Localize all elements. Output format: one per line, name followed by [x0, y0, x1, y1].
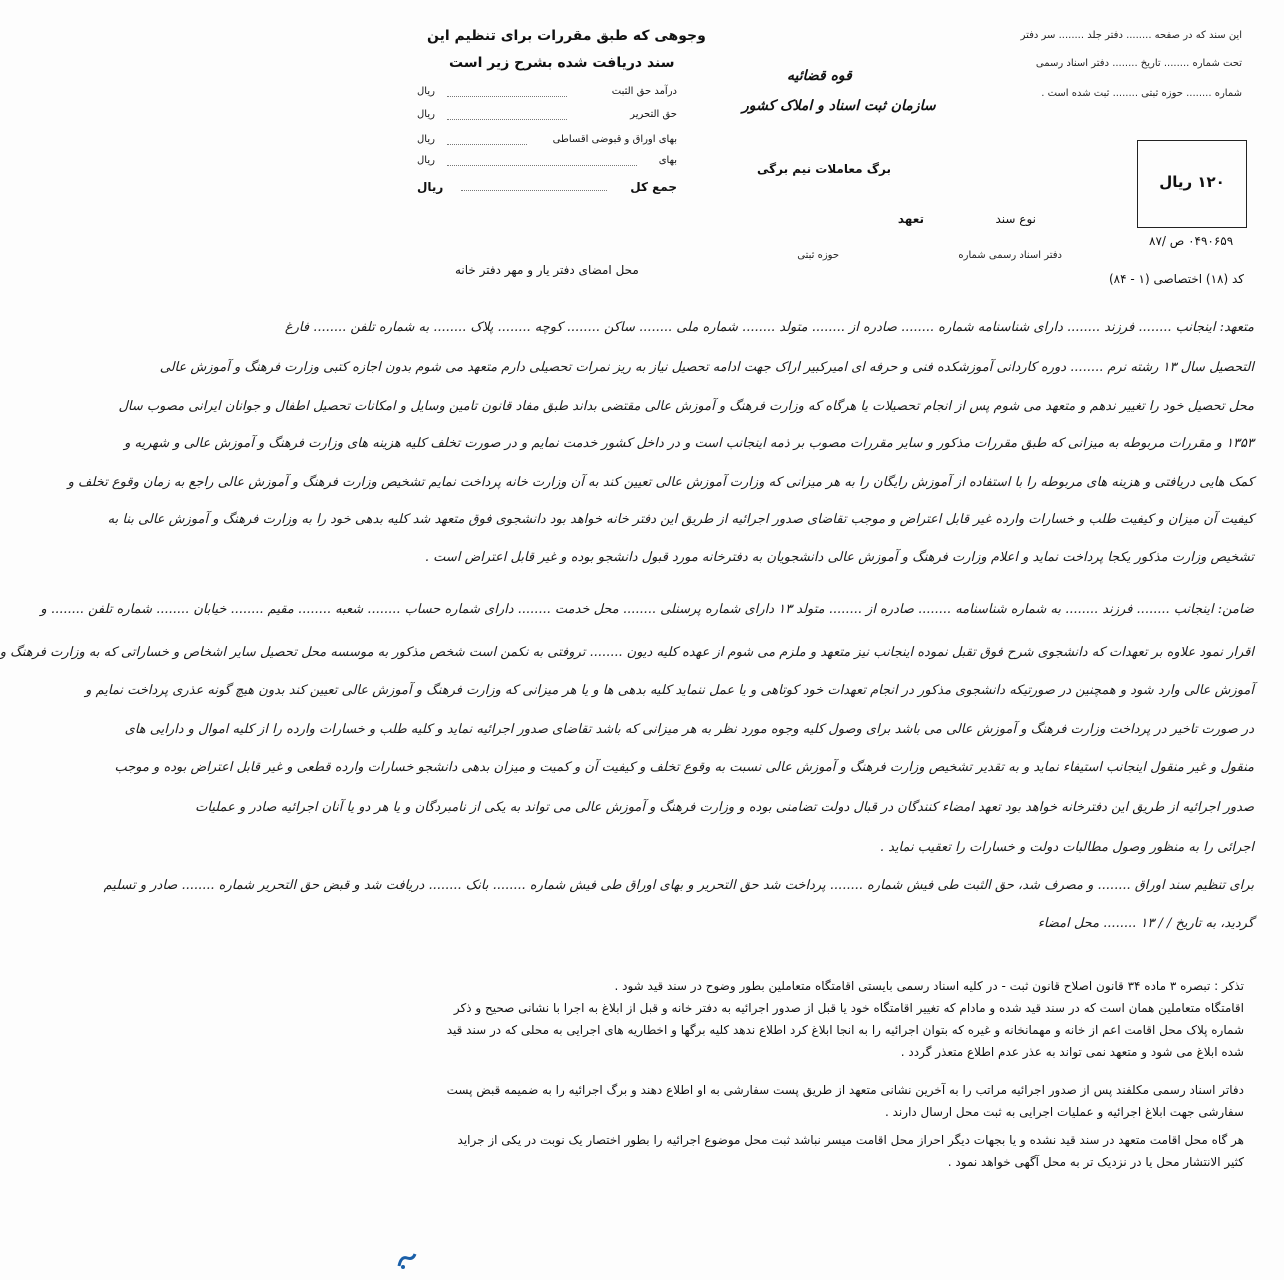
guarantor-line: صدور اجرائیه از طریق این دفترخانه خواهد بود تعهد امضاء کنندگان در قبال دولت تضامنی بوده و وزارت فرهنگ و آموزش عالی می تواند به یکی از نامبردگان و یا هر دو یا آنان اجرائیه صادر و عملیات — [195, 800, 1254, 815]
fee-row — [417, 134, 677, 154]
fees-title-line2: سند دریافت شده بشرح زیر است — [449, 55, 675, 71]
fee-currency: ریال — [417, 134, 435, 145]
organization-name: سازمان ثبت اسناد و املاک کشور — [742, 98, 936, 114]
registration-note-line2: تحت شماره ........ تاریخ ........ دفتر اسناد رسمی — [1035, 58, 1242, 69]
fees-title-line1: وجوهی که طبق مقررات برای تنظیم این — [427, 28, 706, 44]
stamp-price: ۱۲۰ ریال — [1159, 173, 1225, 191]
fee-total-row — [417, 180, 677, 200]
registration-note-line1: این سند که در صفحه ........ دفتر جلد ........ سر دفتر — [1020, 30, 1242, 41]
note-line: دفاتر اسناد رسمی مکلفند پس از صدور اجرائیه مراتب را به آخرین نشانی متعهد از طریق پست سفارشی به او اطلاع دهند و برگ اجرائیه را به ضمیمه قبض پست — [446, 1083, 1244, 1097]
guarantor-line: آموزش عالی وارد شود و همچنین در صورتیکه دانشجوی مذکور در انجام تعهدات خود کوتاهی و یا عمل ننماید کلیه بدهی ها و یا هر میزانی که وزارت فرهنگ و آموزش عالی تعیین کند بدون هیچ گونه عذری پرداخت نمایم و — [85, 683, 1254, 698]
fee-label: درآمد حق الثبت — [611, 86, 677, 97]
signature-place-label: محل امضای دفتر یار و مهر دفتر خانه — [455, 263, 639, 277]
obligor-line: کمک هایی دریافتی و هزینه های مربوطه را با استفاده از آموزش رایگان را به هر میزانی که وزارت آموزش عالی تعیین کند به آن وزارت خانه پرداخت نمایم تشخیص وزارت فرهنگ و آموزش عالی راجع به زمان وقوع تخلف و — [67, 475, 1254, 490]
guarantor-line: اجرائی را به منظور وصول مطالبات دولت و خسارات را تعقیب نماید . — [879, 840, 1254, 855]
fee-currency: ریال — [417, 86, 435, 97]
fee-currency: ریال — [417, 109, 435, 120]
fee-label: حق التحریر — [630, 109, 677, 120]
guarantor-line: در صورت تاخیر در پرداخت وزارت فرهنگ و آموزش عالی می باشد برای وصول کلیه وجوه مورد نظر به هر میزانی که باشد تقاضای صدور اجرائیه نماید و کلیه طلب و خسارات وارده را از کلیه اموال و دارایی های — [124, 722, 1254, 737]
obligor-line: محل تحصیل خود را تغییر ندهم و متعهد می شوم پس از انجام تحصیلات یا هرگاه که وزارت فرهنگ و آموزش عالی مقتضی بداند طبق مفاد قانون تامین وسایل و امکانات تحصیل اطفال و جوانان ایرانی مصوب سال — [118, 399, 1254, 414]
note-line: سفارشی جهت ابلاغ اجرائیه و عملیات اجرایی به ثبت محل ارسال دارند . — [885, 1105, 1244, 1119]
judiciary-emblem-text: قوه قضائیه — [787, 68, 852, 84]
doc-type-label: نوع سند — [995, 212, 1036, 226]
obligor-line: کیفیت آن میزان و کیفیت طلب و خسارات وارده غیر قابل اعتراض و موجب تقاضای صدور اجرائیه از طریق این دفتر خانه خواهد بود دانشجوی فوق متعهد شد کلیه بدهی خود را به وزارت فرهنگ و آموزش عالی بنا به — [107, 512, 1254, 527]
registration-note-line3: شماره ........ حوزه ثبتی ........ ثبت شده است . — [1041, 88, 1242, 99]
serial-number: ۰۴۹۰۶۵۹ ص /۸۷ — [1149, 234, 1234, 248]
obligor-line: تشخیص وزارت مذکور یکجا پرداخت نماید و اعلام وزارت فرهنگ و آموزش عالی دانشجویان به دفترخانه مورد قبول دانشجو بوده و غیر قابل اعتراض است . — [424, 550, 1254, 565]
revenue-stamp-box — [1137, 140, 1247, 228]
fee-label: بهای — [658, 155, 677, 166]
obligor-line: متعهد: اینجانب ........ فرزند ........ دارای شناسنامه شماره ........ صادره از ........ متولد ........ شماره ملی ........ ساکن ........ کوچه ........ پلاک ........ به شماره تلفن ........ فارغ — [284, 320, 1254, 335]
note-line: کثیر الانتشار محل یا در نزدیک تر به محل آگهی خواهد نمود . — [947, 1155, 1244, 1169]
fee-row — [417, 86, 677, 106]
guarantor-line: منقول و غیر منقول اینجانب استیفاء نماید و به تقدیر تشخیص وزارت فرهنگ و آموزش عالی نسبت به وقوع تخلف و کیفیت آن و کمیت و میزان بدهی دانشجو خسارات وارده قطعی و غیر قابل اعتراض بوده و موجب — [114, 760, 1254, 775]
registry-zone-label: حوزه ثبتی — [797, 250, 839, 261]
guarantor-line: ضامن: اینجانب ........ فرزند ........ به شماره شناسنامه ........ صادره از ........ متولد ۱۳ دارای شماره پرسنلی ........ محل خدمت ........ دارای شماره حساب ........ شعبه ........ مقیم ........ خیابان ........ شماره تلفن ........ و — [40, 602, 1254, 617]
receipt-line: برای تنظیم سند اوراق ........ و مصرف شد، حق الثبت طی فیش شماره ........ پرداخت شد حق التحریر و بهای اوراق طی فیش شماره ........ بانک ........ دریافت شد و قبض حق التحریر شماره ........ صادر و تسلیم — [103, 878, 1254, 893]
fee-total-label: جمع کل — [630, 180, 677, 194]
fee-row — [417, 155, 677, 175]
receipt-line: گردید، به تاریخ / / ۱۳ ........ محل امضاء — [1037, 916, 1254, 931]
note-line: شده ابلاغ می شود و متعهد نمی تواند به عذر عدم اطلاع متعذر گردد . — [900, 1045, 1244, 1059]
fee-currency: ریال — [417, 155, 435, 166]
fee-total-currency: ریال — [417, 180, 444, 194]
fee-label: بهای اوراق و قبوضی اقساطی — [552, 134, 677, 145]
obligor-line: ۱۳۵۳ و مقررات مربوطه به میزانی که طبق مقررات مذکور و سایر مقررات مصوب بر ذمه اینجانب است و در داخل کشور خدمت نمایم و در صورت تخلف کلیه هزینه های وزارت فرهنگ و آموزش عالی و شهریه و — [124, 436, 1254, 451]
note-line: اقامتگاه متعاملین همان است که در سند قید شده و مادام که تغییر اقامتگاه خود یا قبل از صدور اجرائیه به دفتر خانه و قبل از ابلاغ به اجرا با نشانی صحیح و ذکر — [453, 1001, 1244, 1015]
note-line: هر گاه محل اقامت متعهد در سند قید نشده و یا بجهات دیگر احراز محل اقامت میسر نباشد ثبت محل موضوع اجرائیه را بطور اختصار یک نوبت در یکی از جراید — [457, 1133, 1244, 1147]
corner-logo-icon — [395, 1248, 419, 1272]
note-line: شماره پلاک محل اقامت اعم از خانه و مهمانخانه و غیره که بتوان اجرائیه را به انجا ابلاغ کرد اطلاع ندهد کلیه برگها و اخطاریه های اجرایی به محلی که در سند قید — [446, 1023, 1244, 1037]
office-number-label: دفتر اسناد رسمی شماره — [958, 250, 1062, 261]
form-code: کد (۱۸) اختصاصی (۱ - ۸۴) — [1108, 272, 1244, 286]
guarantor-line: اقرار نمود علاوه بر تعهدات که دانشجوی شرح فوق تقبل نموده اینجانب نیز متعهد و ملزم می شوم از عهده کلیه دیون ........ تروفتی به نکمن است شخص مذکور به موسسه محل تحصیل سایر اشخاص و خساراتی که به وزارت فرهنگ و — [0, 645, 1254, 660]
fee-row — [417, 109, 677, 129]
note-line: تذکر : تبصره ۳ ماده ۳۴ قانون اصلاح قانون ثبت - در کلیه اسناد رسمی بایستی اقامتگاه متعاملین بطور وضوح در سند قید شود . — [614, 979, 1244, 993]
doc-type-value: تعهد — [897, 212, 924, 226]
obligor-line: التحصیل سال ۱۳ رشته نرم ........ دوره کاردانی آموزشکده فنی و حرفه ای امیرکبیر اراک جهت ادامه تحصیل نیاز به ریز نمرات تحصیلی دارم متعهد می شوم بدون اجازه کتبی وزارت فرهنگ و آموزش عالی — [159, 360, 1254, 375]
form-title: برگ معاملات نیم برگی — [757, 162, 892, 176]
